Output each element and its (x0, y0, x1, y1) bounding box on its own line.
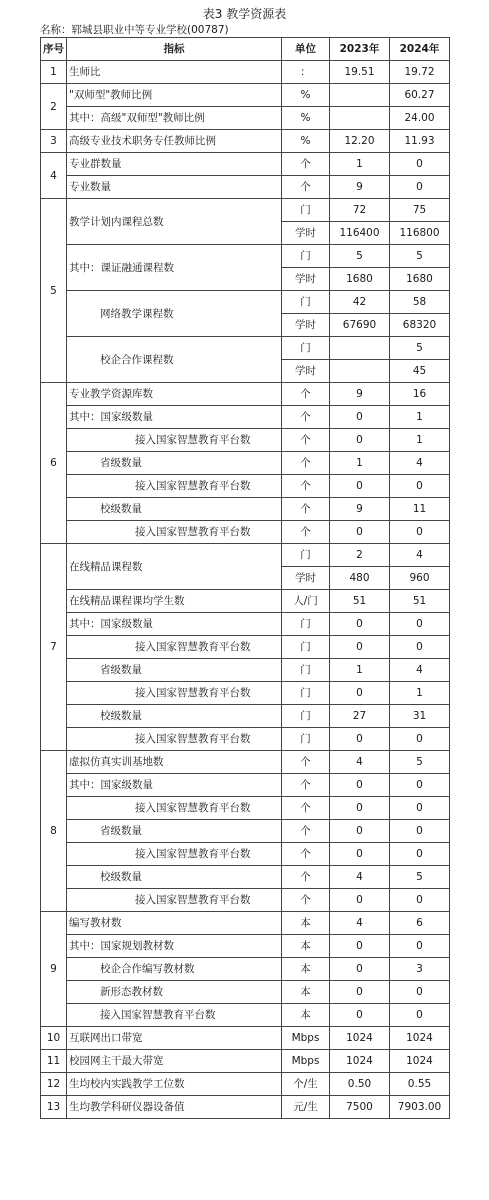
table-row (41, 199, 450, 222)
row-value-2024: 19.72 (390, 61, 450, 84)
row-value-2024: 58 (390, 291, 450, 314)
row-unit: 人/门 (282, 590, 330, 613)
row-value-2023: 1024 (330, 1027, 390, 1050)
row-indicator: 生均教学科研仪器设备值 (67, 1096, 282, 1119)
row-value-2023: 480 (330, 567, 390, 590)
row-unit: 门 (282, 291, 330, 314)
row-unit: 门 (282, 636, 330, 659)
row-indicator: 省级数量 (67, 659, 282, 682)
row-unit: 学时 (282, 222, 330, 245)
row-value-2024: 0 (390, 176, 450, 199)
table-row (41, 590, 450, 613)
table-row (41, 544, 450, 567)
row-value-2023: 116400 (330, 222, 390, 245)
row-value-2023: 0 (330, 843, 390, 866)
row-value-2023: 2 (330, 544, 390, 567)
table-row (41, 636, 450, 659)
row-unit: 个 (282, 429, 330, 452)
row-unit: ： (282, 61, 330, 84)
row-value-2024: 5 (390, 866, 450, 889)
row-value-2024: 51 (390, 590, 450, 613)
row-unit: 个 (282, 820, 330, 843)
row-value-2023: 0 (330, 981, 390, 1004)
table-row (41, 1050, 450, 1073)
row-unit: 个 (282, 751, 330, 774)
row-seq: 13 (41, 1096, 67, 1119)
row-unit: 门 (282, 337, 330, 360)
row-indicator: 校园网主干最大带宽 (67, 1050, 282, 1073)
row-value-2024: 0 (390, 797, 450, 820)
row-unit: 门 (282, 245, 330, 268)
row-unit: 门 (282, 705, 330, 728)
table-row (41, 61, 450, 84)
header-indicator: 指标 (67, 38, 282, 61)
row-value-2024: 4 (390, 659, 450, 682)
row-indicator: 其中：国家规划教材数 (67, 935, 282, 958)
row-value-2023: 1024 (330, 1050, 390, 1073)
row-seq: 11 (41, 1050, 67, 1073)
row-value-2023: 0 (330, 958, 390, 981)
row-value-2024: 3 (390, 958, 450, 981)
row-indicator: 校级数量 (67, 866, 282, 889)
table-row (41, 843, 450, 866)
table-row (41, 751, 450, 774)
row-indicator: 校企合作编写教材数 (67, 958, 282, 981)
row-value-2024: 0 (390, 889, 450, 912)
row-value-2023: 0 (330, 521, 390, 544)
row-seq: 4 (41, 153, 67, 199)
row-seq: 3 (41, 130, 67, 153)
row-value-2024: 1024 (390, 1027, 450, 1050)
table-row (41, 935, 450, 958)
row-value-2024: 6 (390, 912, 450, 935)
row-indicator: 其中：国家级数量 (67, 774, 282, 797)
row-seq: 12 (41, 1073, 67, 1096)
row-indicator: 省级数量 (67, 452, 282, 475)
row-value-2024: 31 (390, 705, 450, 728)
table-row (41, 705, 450, 728)
row-indicator: 网络教学课程数 (67, 291, 282, 337)
row-value-2023: 12.20 (330, 130, 390, 153)
row-value-2023: 51 (330, 590, 390, 613)
row-seq: 9 (41, 912, 67, 1027)
header-seq: 序号 (41, 38, 67, 61)
table-row (41, 912, 450, 935)
header-2024: 2024年 (390, 38, 450, 61)
row-indicator: 教学计划内课程总数 (67, 199, 282, 245)
row-indicator: 高级专业技术职务专任教师比例 (67, 130, 282, 153)
table-row (41, 107, 450, 130)
row-unit: 个 (282, 498, 330, 521)
row-indicator: 接入国家智慧教育平台数 (67, 1004, 282, 1027)
row-value-2023: 0 (330, 636, 390, 659)
row-indicator: 接入国家智慧教育平台数 (67, 889, 282, 912)
row-value-2024: 116800 (390, 222, 450, 245)
row-seq: 5 (41, 199, 67, 383)
header-2023: 2023年 (330, 38, 390, 61)
row-unit: 本 (282, 958, 330, 981)
table-row (41, 383, 450, 406)
header-unit: 单位 (282, 38, 330, 61)
row-indicator: 互联网出口带宽 (67, 1027, 282, 1050)
row-indicator: 其中：课证融通课程数 (67, 245, 282, 291)
row-unit: 学时 (282, 360, 330, 383)
header-row (41, 38, 450, 61)
row-value-2024: 0 (390, 475, 450, 498)
row-value-2023: 0 (330, 774, 390, 797)
row-unit: 学时 (282, 567, 330, 590)
row-value-2024: 1 (390, 429, 450, 452)
row-value-2024: 60.27 (390, 84, 450, 107)
row-value-2023: 7500 (330, 1096, 390, 1119)
row-value-2023 (330, 107, 390, 130)
row-indicator: 校级数量 (67, 705, 282, 728)
school-name: 名称：郓城县职业中等专业学校(00787) (40, 24, 229, 36)
row-value-2024: 1 (390, 682, 450, 705)
row-indicator: 虚拟仿真实训基地数 (67, 751, 282, 774)
row-unit: 个 (282, 406, 330, 429)
row-indicator: 接入国家智慧教育平台数 (67, 636, 282, 659)
table-row (41, 1073, 450, 1096)
table-row (41, 337, 450, 360)
row-value-2023: 19.51 (330, 61, 390, 84)
row-indicator: 新形态教材数 (67, 981, 282, 1004)
row-unit: % (282, 84, 330, 107)
row-value-2023: 4 (330, 751, 390, 774)
row-value-2024: 0 (390, 521, 450, 544)
row-indicator: 校级数量 (67, 498, 282, 521)
table-row (41, 1004, 450, 1027)
row-seq: 2 (41, 84, 67, 130)
row-value-2024: 11.93 (390, 130, 450, 153)
row-indicator: 其中：国家级数量 (67, 406, 282, 429)
row-value-2024: 5 (390, 337, 450, 360)
row-value-2023: 0 (330, 613, 390, 636)
row-unit: 个 (282, 797, 330, 820)
row-unit: 个 (282, 843, 330, 866)
row-indicator: 校企合作课程数 (67, 337, 282, 383)
teaching-resources-table (40, 37, 450, 1119)
row-unit: 个 (282, 866, 330, 889)
row-value-2023: 0 (330, 889, 390, 912)
row-unit: 学时 (282, 268, 330, 291)
row-value-2024: 4 (390, 452, 450, 475)
row-seq: 10 (41, 1027, 67, 1050)
table-row (41, 774, 450, 797)
row-unit: 个 (282, 774, 330, 797)
row-value-2023: 0 (330, 406, 390, 429)
row-seq: 1 (41, 61, 67, 84)
row-value-2024: 0 (390, 1004, 450, 1027)
row-seq: 7 (41, 544, 67, 751)
table-row (41, 291, 450, 314)
row-value-2023: 0 (330, 1004, 390, 1027)
table-row (41, 498, 450, 521)
table-row (41, 153, 450, 176)
row-indicator: 接入国家智慧教育平台数 (67, 475, 282, 498)
row-value-2024: 68320 (390, 314, 450, 337)
row-indicator: 其中：国家级数量 (67, 613, 282, 636)
row-value-2023: 1680 (330, 268, 390, 291)
table-row (41, 176, 450, 199)
table-row (41, 406, 450, 429)
row-value-2023: 0 (330, 682, 390, 705)
row-indicator: 其中：高级"双师型"教师比例 (67, 107, 282, 130)
row-indicator: 在线精品课程课均学生数 (67, 590, 282, 613)
row-unit: 本 (282, 912, 330, 935)
row-value-2023: 1 (330, 153, 390, 176)
row-unit: 个 (282, 153, 330, 176)
row-unit: 门 (282, 659, 330, 682)
row-unit: 个 (282, 889, 330, 912)
row-indicator: 专业群数量 (67, 153, 282, 176)
row-value-2023: 9 (330, 383, 390, 406)
row-unit: % (282, 107, 330, 130)
row-value-2023: 0 (330, 429, 390, 452)
row-unit: 门 (282, 199, 330, 222)
row-value-2024: 16 (390, 383, 450, 406)
row-value-2023: 5 (330, 245, 390, 268)
row-value-2024: 0 (390, 613, 450, 636)
table-row (41, 429, 450, 452)
row-value-2024: 0 (390, 843, 450, 866)
row-value-2023 (330, 360, 390, 383)
row-unit: 个 (282, 383, 330, 406)
table-row (41, 659, 450, 682)
row-value-2024: 4 (390, 544, 450, 567)
row-indicator: 接入国家智慧教育平台数 (67, 843, 282, 866)
row-value-2024: 0 (390, 981, 450, 1004)
row-value-2024: 0.55 (390, 1073, 450, 1096)
row-indicator: 专业教学资源库数 (67, 383, 282, 406)
row-value-2023: 0 (330, 728, 390, 751)
row-value-2024: 0 (390, 820, 450, 843)
table-row (41, 521, 450, 544)
row-value-2024: 1680 (390, 268, 450, 291)
row-indicator: "双师型"教师比例 (67, 84, 282, 107)
row-value-2024: 0 (390, 728, 450, 751)
table-row (41, 797, 450, 820)
row-indicator: 接入国家智慧教育平台数 (67, 429, 282, 452)
table-row (41, 958, 450, 981)
row-value-2023: 1 (330, 452, 390, 475)
row-unit: 本 (282, 1004, 330, 1027)
row-indicator: 生均校内实践教学工位数 (67, 1073, 282, 1096)
row-value-2024: 0 (390, 153, 450, 176)
row-unit: 门 (282, 613, 330, 636)
row-value-2024: 75 (390, 199, 450, 222)
row-indicator: 在线精品课程数 (67, 544, 282, 590)
row-value-2023: 0 (330, 475, 390, 498)
table-title: 表3 教学资源表 (202, 7, 287, 21)
row-value-2023: 0 (330, 935, 390, 958)
row-value-2023: 0 (330, 797, 390, 820)
table-row (41, 452, 450, 475)
row-value-2024: 45 (390, 360, 450, 383)
row-value-2023 (330, 337, 390, 360)
table-row (41, 820, 450, 843)
table-row (41, 245, 450, 268)
row-unit: 元/生 (282, 1096, 330, 1119)
table-row (41, 889, 450, 912)
table-row (41, 728, 450, 751)
row-unit: 个 (282, 452, 330, 475)
row-value-2024: 960 (390, 567, 450, 590)
table-row (41, 1096, 450, 1119)
row-unit: 个/生 (282, 1073, 330, 1096)
table-row (41, 981, 450, 1004)
row-value-2024: 1 (390, 406, 450, 429)
row-unit: 个 (282, 176, 330, 199)
row-seq: 6 (41, 383, 67, 544)
row-value-2023: 1 (330, 659, 390, 682)
row-value-2023: 4 (330, 912, 390, 935)
row-indicator: 生师比 (67, 61, 282, 84)
row-unit: 门 (282, 544, 330, 567)
row-value-2023: 9 (330, 176, 390, 199)
table-row (41, 130, 450, 153)
row-value-2023: 42 (330, 291, 390, 314)
row-unit: % (282, 130, 330, 153)
row-value-2023: 0 (330, 820, 390, 843)
row-value-2023: 27 (330, 705, 390, 728)
row-unit: 个 (282, 475, 330, 498)
row-unit: 学时 (282, 314, 330, 337)
row-indicator: 省级数量 (67, 820, 282, 843)
table-row (41, 682, 450, 705)
row-seq: 8 (41, 751, 67, 912)
row-value-2023: 72 (330, 199, 390, 222)
row-indicator: 接入国家智慧教育平台数 (67, 797, 282, 820)
row-indicator: 接入国家智慧教育平台数 (67, 728, 282, 751)
table-row (41, 475, 450, 498)
row-unit: Mbps (282, 1050, 330, 1073)
table-row (41, 84, 450, 107)
row-unit: 本 (282, 981, 330, 1004)
row-value-2023 (330, 84, 390, 107)
row-value-2024: 5 (390, 751, 450, 774)
row-value-2024: 0 (390, 636, 450, 659)
row-indicator: 接入国家智慧教育平台数 (67, 521, 282, 544)
row-indicator: 接入国家智慧教育平台数 (67, 682, 282, 705)
row-indicator: 编写教材数 (67, 912, 282, 935)
row-value-2024: 1024 (390, 1050, 450, 1073)
row-value-2023: 4 (330, 866, 390, 889)
row-value-2023: 9 (330, 498, 390, 521)
table-row (41, 866, 450, 889)
row-indicator: 专业数量 (67, 176, 282, 199)
row-value-2024: 5 (390, 245, 450, 268)
row-unit: 门 (282, 728, 330, 751)
row-value-2024: 0 (390, 774, 450, 797)
row-unit: Mbps (282, 1027, 330, 1050)
row-value-2024: 7903.00 (390, 1096, 450, 1119)
row-value-2024: 0 (390, 935, 450, 958)
row-value-2023: 67690 (330, 314, 390, 337)
row-unit: 本 (282, 935, 330, 958)
table-row (41, 613, 450, 636)
row-value-2024: 11 (390, 498, 450, 521)
table-row (41, 1027, 450, 1050)
row-value-2023: 0.50 (330, 1073, 390, 1096)
row-unit: 个 (282, 521, 330, 544)
row-value-2024: 24.00 (390, 107, 450, 130)
row-unit: 门 (282, 682, 330, 705)
